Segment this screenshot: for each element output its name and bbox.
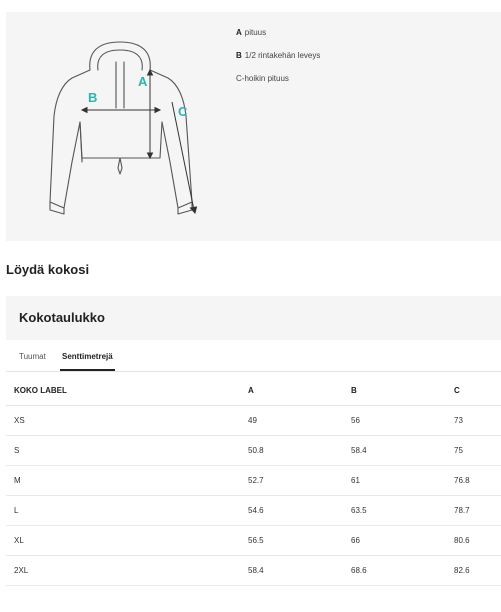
legend-row-a [236,28,320,51]
legend-letter: A [236,28,242,37]
size-chart-title: Kokotaulukko [19,310,105,325]
cell-b: 56 [351,406,454,436]
cell-c: 73 [454,406,501,436]
table-row [6,406,501,436]
size-label: M [6,466,248,496]
table-row [6,496,501,526]
legend-row-c [236,74,320,97]
size-label: L [6,496,248,526]
size-label: S [6,436,248,466]
marker-a: A [138,74,148,89]
marker-c: C [178,104,188,119]
size-chart-header [6,296,501,340]
cell-b: 66 [351,526,454,556]
cell-a: 50.8 [248,436,351,466]
cell-c: 82.6 [454,556,501,586]
hoodie-diagram [6,12,226,241]
column-header-size: KOKO LABEL [6,375,248,406]
cell-c: 78.7 [454,496,501,526]
legend-row-b [236,51,320,74]
legend-text: pituus [244,28,267,37]
cell-c: 80.6 [454,526,501,556]
legend-text: C-hoikin pituus [236,74,289,83]
cell-b: 61 [351,466,454,496]
cell-a: 52.7 [248,466,351,496]
cell-a: 56.5 [248,526,351,556]
table-row [6,526,501,556]
tab-inches[interactable]: Tuumat [19,352,46,361]
tab-centimeters[interactable]: Senttimetrejä [60,343,115,371]
table-row [6,436,501,466]
table-row [6,556,501,586]
size-table [6,375,501,586]
cell-b: 58.4 [351,436,454,466]
legend-text: 1/2 rintakehän leveys [244,51,321,60]
cell-a: 58.4 [248,556,351,586]
table-row [6,466,501,496]
cell-c: 76.8 [454,466,501,496]
body-outline [50,70,90,208]
unit-tabs [6,343,501,372]
table-header-row [6,375,501,406]
section-heading: Löydä kokosi [6,262,90,277]
cell-a: 54.6 [248,496,351,526]
cell-a: 49 [248,406,351,436]
column-header-b: B [351,375,454,406]
cell-c: 75 [454,436,501,466]
size-label: 2XL [6,556,248,586]
cell-b: 68.6 [351,556,454,586]
cell-b: 63.5 [351,496,454,526]
size-label: XS [6,406,248,436]
legend-letter: B [236,51,242,60]
measurement-figure [6,12,501,241]
hood-outline [90,42,151,70]
column-header-c: C [454,375,501,406]
marker-b: B [88,90,98,105]
measurement-legend [236,28,320,97]
column-header-a: A [248,375,351,406]
size-label: XL [6,526,248,556]
